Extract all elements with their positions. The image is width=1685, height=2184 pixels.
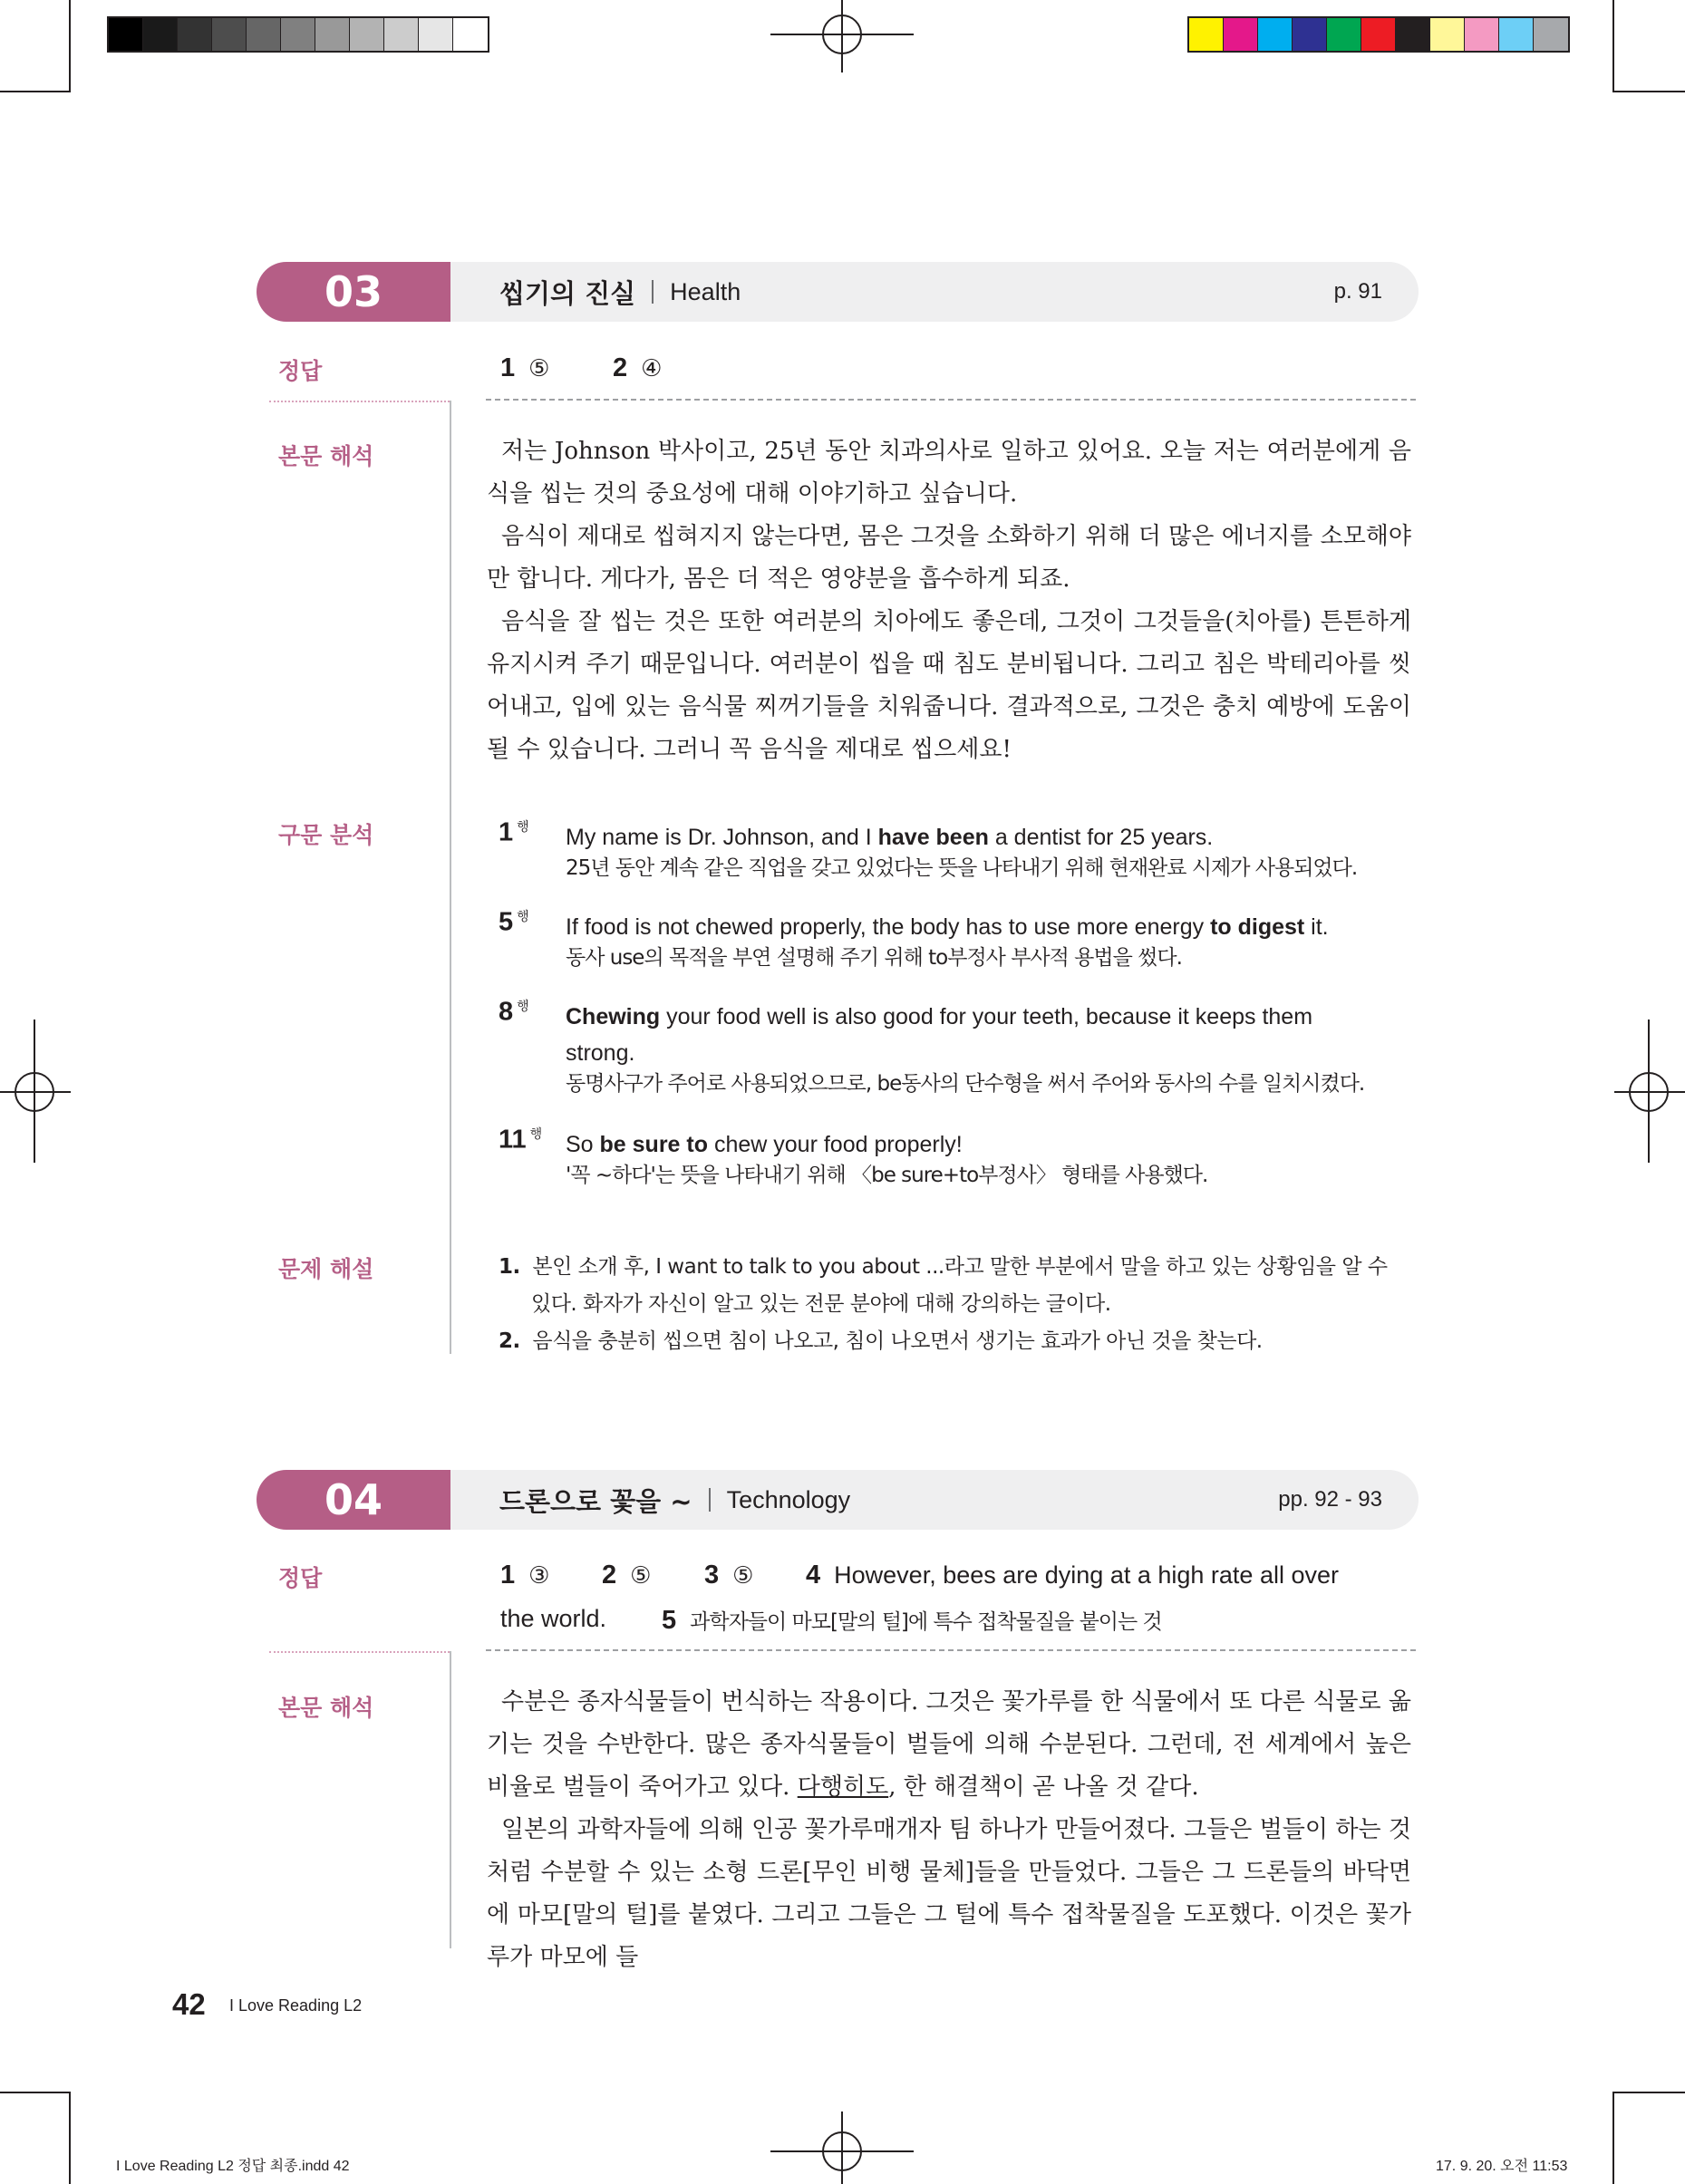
label-grammar: 구문 분석 [278,822,374,848]
color-swatch [1327,18,1361,51]
grammar-sentence: Chewing your food well is also good for your teeth, because it keeps them strong. [566,1004,1313,1066]
section-header-04 [257,1470,1419,1530]
grayscale-color-bar [107,16,489,53]
color-swatch [1499,18,1534,51]
crop-mark [1612,0,1614,92]
column-rule [450,401,451,1354]
section-category: Health [670,277,741,305]
section-title-text: 씹기의 진실 [499,277,636,309]
grammar-sentence: My name is Dr. Johnson, and I have been a dentist for 25 years. [566,825,1214,850]
color-swatch [1430,18,1465,51]
file-slug: I Love Reading L2 정답 최종.indd 42 [116,2159,350,2174]
label-explanation: 문제 해설 [278,1256,374,1282]
crop-mark [69,0,71,92]
color-swatch [384,18,419,51]
answer-1: 1 ⑤ [500,353,550,382]
label-translation: 본문 해석 [278,1695,374,1721]
grammar-item: 8 $^행$ Chewing your food well is also good for your teeth, because it keeps them strong. 동명사구가 주어로 사용되었으므로, be동사의 단수형을 써서 주어와 동사의 수를 일치시켰다. [499,997,1414,1106]
page-reference: pp. 92 - 93 [1278,1487,1382,1512]
explanation-item-continued: 있다. 화자가 자신이 알고 있는 전문 분야에 대해 강의하는 글이다. [531,1292,1111,1316]
answer-2: 2 ⑤ [602,1561,652,1590]
process-color-bar [1187,16,1570,53]
explanation-item: 1. 본인 소개 후, I want to talk to you about ...라고 말한 부분에서 말을 하고 있는 상황임을 알 수 [499,1255,1388,1279]
color-swatch [453,18,488,51]
explanation-list [499,1249,1414,1360]
color-swatch [1396,18,1430,51]
label-answer: 정답 [278,358,323,384]
label-translation: 본문 해석 [278,443,374,469]
answer-4-continued: the world. [500,1605,607,1632]
translation-body [487,430,1411,771]
color-swatch [1293,18,1327,51]
section-number: 04 [257,1470,450,1530]
label-divider [269,1651,450,1653]
translation-paragraph: 음식을 잘 씹는 것은 또한 여러분의 치아에도 좋은데, 그것이 그것들을(치아를) 튼튼하게 유지시켜 주기 때문입니다. 여러분이 씹을 때 침도 분비됩니다. 그리고 침은 박테리아를 씻어내고, 입에 있는 음식물 찌꺼기들을 치워줍니다. 결과적으로, 그것은 충치 예방에 도움이 될 수 있습니다. 그러니 꼭 음식을 제대로 씹으세요! [487,608,1411,763]
grammar-note: 동명사구가 주어로 사용되었으므로, be동사의 단수형을 써서 주어와 동사의 수를 일치시켰다. [566,1072,1365,1096]
crop-mark [1612,2092,1685,2093]
translation-paragraph: 저는 Johnson 박사이고, 25년 동안 치과의사로 일하고 있어요. 오늘 저는 여러분에게 음식을 씹는 것의 중요성에 대해 이야기하고 싶습니다. [487,438,1411,507]
color-swatch [1534,18,1568,51]
color-swatch [212,18,247,51]
color-swatch [315,18,350,51]
crop-mark [1612,2092,1614,2184]
grammar-note: 25년 동안 계속 같은 직업을 갖고 있었다는 뜻을 나타내기 위해 현재완료 시제가 사용되었다. [566,856,1358,880]
grammar-item: 5 $^행$ If food is not chewed properly, the body has to use more energy to digest it. 동사 use의 목적을 부연 설명해 주기 위해 to부정사 부사적 용법을 썼다. [499,907,1414,980]
section-title [499,262,741,322]
color-swatch [247,18,281,51]
color-swatch [143,18,178,51]
grammar-note: 동사 use의 목적을 부연 설명해 주기 위해 to부정사 부사적 용법을 썼다. [566,946,1182,970]
color-swatch [1224,18,1258,51]
answer-1: 1 ③ [500,1561,550,1590]
answer-5: 5 과학자들이 마모[말의 털]에 특수 접착물질을 붙이는 것 [662,1606,1162,1635]
translation-paragraph: 수분은 종자식물들이 번식하는 작용이다. 그것은 꽃가루를 한 식물에서 또 다른 식물로 옮기는 것을 수반한다. 많은 종자식물들이 벌들에 의해 수분된다. 그런데, 전 세계에서 높은 비율로 벌들이 죽어가고 있다. 다행히도, 한 해결책이 곧 나올 것 같다. [487,1688,1411,1801]
section-number: 03 [257,262,450,322]
crop-mark [0,91,71,92]
grammar-item: 1 $^행$ My name is Dr. Johnson, and I have been a dentist for 25 years. 25년 동안 계속 같은 직업을 갖고 있었다는 뜻을 나타내기 위해 현재완료 시제가 사용되었다. [499,817,1414,890]
color-swatch [1189,18,1224,51]
column-rule [450,1651,451,1948]
page-reference: p. 91 [1333,279,1382,304]
color-swatch [281,18,315,51]
answer-3: 3 ⑤ [704,1561,754,1590]
label-divider [269,401,450,402]
grammar-note: '꼭 ~하다'는 뜻을 나타내기 위해 〈be sure+to부정사〉 형태를 사용했다. [566,1164,1208,1187]
translation-body [487,1681,1411,1971]
section-title [499,1470,850,1530]
color-swatch [1361,18,1396,51]
color-swatch [1258,18,1293,51]
label-answer: 정답 [278,1565,323,1591]
section-category: Technology [726,1485,851,1513]
print-timestamp: 17. 9. 20. 오전 11:53 [1436,2159,1568,2174]
answer-4: 4 However, bees are dying at a high rate all over [806,1561,1339,1590]
grammar-item: 11 $^행$ So be sure to chew your food properly! '꼭 ~하다'는 뜻을 나타내기 위해 〈be sure+to부정사〉 형태를 사용했다. [499,1125,1414,1197]
color-swatch [1465,18,1499,51]
color-swatch [419,18,453,51]
translation-paragraph: 음식이 제대로 씹혀지지 않는다면, 몸은 그것을 소화하기 위해 더 많은 에너지를 소모해야만 합니다. 게다가, 몸은 더 적은 영양분을 흡수하게 되죠. [487,523,1411,593]
answer-divider [486,399,1416,401]
section-title-text: 드론으로 꽃을 ~ [499,1485,692,1517]
grammar-sentence: If food is not chewed properly, the body has to use more energy to digest it. [566,914,1329,940]
explanation-item: 2. 음식을 충분히 씹으면 침이 나오고, 침이 나오면서 생기는 효과가 아닌 것을 찾는다. [499,1329,1263,1353]
section-header-03 [257,262,1419,322]
crop-mark [0,2092,71,2093]
page-number: 42 [172,1987,206,2021]
book-title: I Love Reading L2 [229,1996,363,2015]
color-swatch [178,18,212,51]
title-separator [709,1488,711,1512]
title-separator [652,280,654,304]
color-swatch [109,18,143,51]
crop-mark [1612,91,1685,92]
translation-paragraph: 일본의 과학자들에 의해 인공 꽃가루매개자 팀 하나가 만들어졌다. 그들은 벌들이 하는 것처럼 수분할 수 있는 소형 드론[무인 비행 물체]들을 만들었다. 그들은 그 드론들의 바닥면에 마모[말의 털]를 붙였다. 그리고 그들은 그 털에 특수 접착물질을 도포했다. 이것은 꽃가루가 마모에 들 [487,1816,1411,1971]
crop-mark [69,2092,71,2184]
answer-divider [486,1649,1416,1651]
answer-2: 2 ④ [613,353,663,382]
color-swatch [350,18,384,51]
grammar-sentence: So be sure to chew your food properly! [566,1132,963,1157]
